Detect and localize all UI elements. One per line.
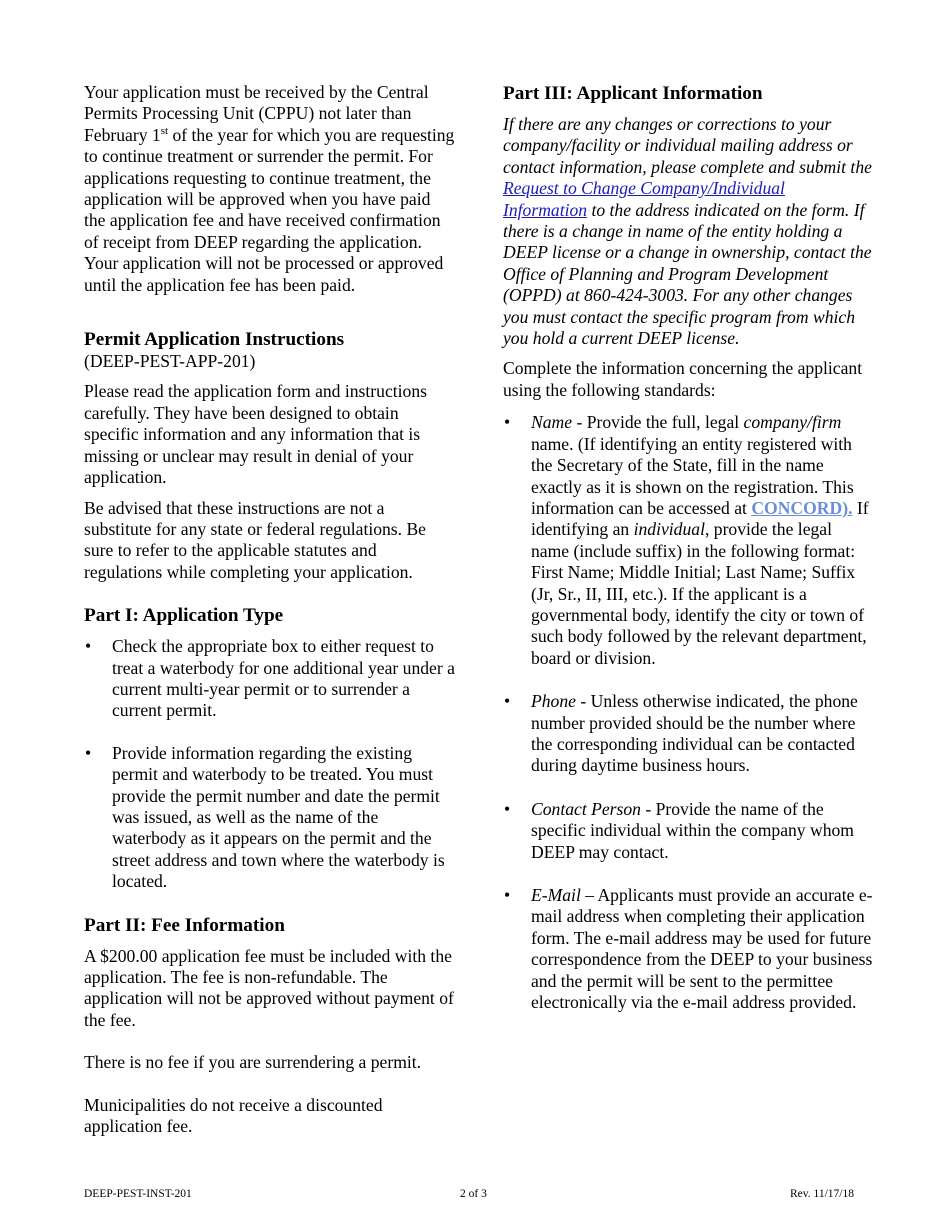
intro-text-1: Your application must be received by the Central Permits Processing Unit (CPPU) not later than February 1 (84, 82, 429, 145)
phone-bullet (503, 691, 873, 777)
instructions-heading: Permit Application Instructions (84, 329, 345, 351)
part2-paragraph-1: A $200.00 application fee must be included with the application. The fee is non-refundable. The application will not be approved without payment of the fee. (84, 945, 454, 1030)
right-column (503, 82, 873, 1013)
name-italic-2: individual (633, 519, 705, 540)
contact-person-text: - Provide the name of the specific individual within the company whom DEEP may contact. (531, 798, 854, 862)
instructions-paragraph-1: Please read the application form and instructions carefully. They have been designed to obtain specific information and any information that is missing or unclear may result in denial of your application. (84, 381, 427, 488)
email-term: E-Mail (531, 885, 581, 905)
phone-term: Phone (531, 691, 576, 712)
part1-list (84, 636, 456, 892)
intro-paragraph (84, 82, 456, 296)
part2-paragraph-3: Municipalities do not receive a discounted application fee. (84, 1094, 383, 1137)
part3-heading: Part III: Applicant Information (503, 83, 763, 104)
part3-paragraph: Complete the information concerning the applicant using the following standards: (503, 358, 863, 400)
name-bullet (503, 412, 873, 669)
instructions-paragraph-2: Be advised that these instructions are not a substitute for any state or federal regulations. Be sure to refer to the applicable statutes and regulations while completing your application. (84, 497, 426, 582)
concord-link[interactable]: CONCORD). (751, 497, 853, 518)
part3-notice (503, 114, 873, 349)
part2-heading: Part II: Fee Information (84, 914, 285, 936)
part1-bullet-2: • Provide information regarding the existing permit and waterbody to be treated. You must provide the permit number and date the permit was issued, as well as the name of the waterbody as it appears on the permit and the street address and town where the waterbody is located. (84, 743, 456, 893)
intro-superscript: st (160, 124, 169, 137)
left-column (84, 82, 456, 1137)
part1-heading: Part I: Application Type (84, 605, 284, 627)
request-change-link[interactable]: Request to Change Company/Individual Information (503, 178, 785, 220)
contact-person-term: Contact Person (531, 798, 641, 819)
name-italic-1: company/firm (743, 412, 842, 433)
email-text: – Applicants must provide an accurate e-mail address when completing their application form. The e-mail address may be used for future correspondence from the DEEP to your business and the permit will be sent to the permittee electronically via the e-mail address provided. (531, 885, 873, 1013)
part2-paragraph-2: There is no fee if you are surrendering a permit. (84, 1052, 422, 1073)
instructions-form-id: (DEEP-PEST-APP-201) (84, 351, 256, 372)
part3-notice-text-1: If there are any changes or corrections to your company/facility or individual mailing address or contact information, please complete and submit the (503, 114, 872, 177)
contact-person-bullet (503, 799, 873, 863)
part1-bullet-1: • Check the appropriate box to either request to treat a waterbody for one additional year under a current multi-year permit or to surrender a current permit. (84, 636, 456, 722)
footer-revision: Rev. 11/17/18 (790, 1188, 854, 1200)
name-term: Name (531, 412, 573, 433)
part3-notice-text-2: to the address indicated on the form. If there is a change in name of the entity holding a DEEP license or a change in ownership, contact the Office of Planning and Program Development (OPPD) at 860-424-3003. For any other changes you must contact the specific program from which you hold a current DEEP license. (503, 199, 872, 349)
name-text-4: , provide the legal name (include suffix) in the following format: First Name; Middle Initial; Last Name; Suffix (Jr, Sr., II, III, etc.). If the applicant is a governmental body, identify the city or town of such body followed by the relevant department, board or division. (531, 519, 867, 668)
part3-list (503, 412, 873, 1013)
footer-form-id: DEEP-PEST-INST-201 (84, 1188, 192, 1200)
email-bullet (503, 885, 873, 1013)
name-text-3: If identifying an (531, 497, 869, 540)
footer-page-number: 2 of 3 (460, 1188, 487, 1200)
name-text-2: name. (If identifying an entity registered with the Secretary of the State, fill in the name exactly as it is shown on the registration. This information can be accessed at (531, 433, 854, 518)
phone-text: - Unless otherwise indicated, the phone number provided should be the number where the corresponding individual can be contacted during daytime business hours. (531, 691, 858, 776)
name-text-1: - Provide the full, legal (572, 412, 744, 433)
intro-text-2: of the year for which you are requesting to continue treatment or surrender the permit. For applications requesting to continue treatment, the application will be approved when you have paid the application fee and have received confirmation of receipt from DEEP regarding the application. Your application will not be processed or approved until the application fee has been paid. (84, 124, 455, 295)
